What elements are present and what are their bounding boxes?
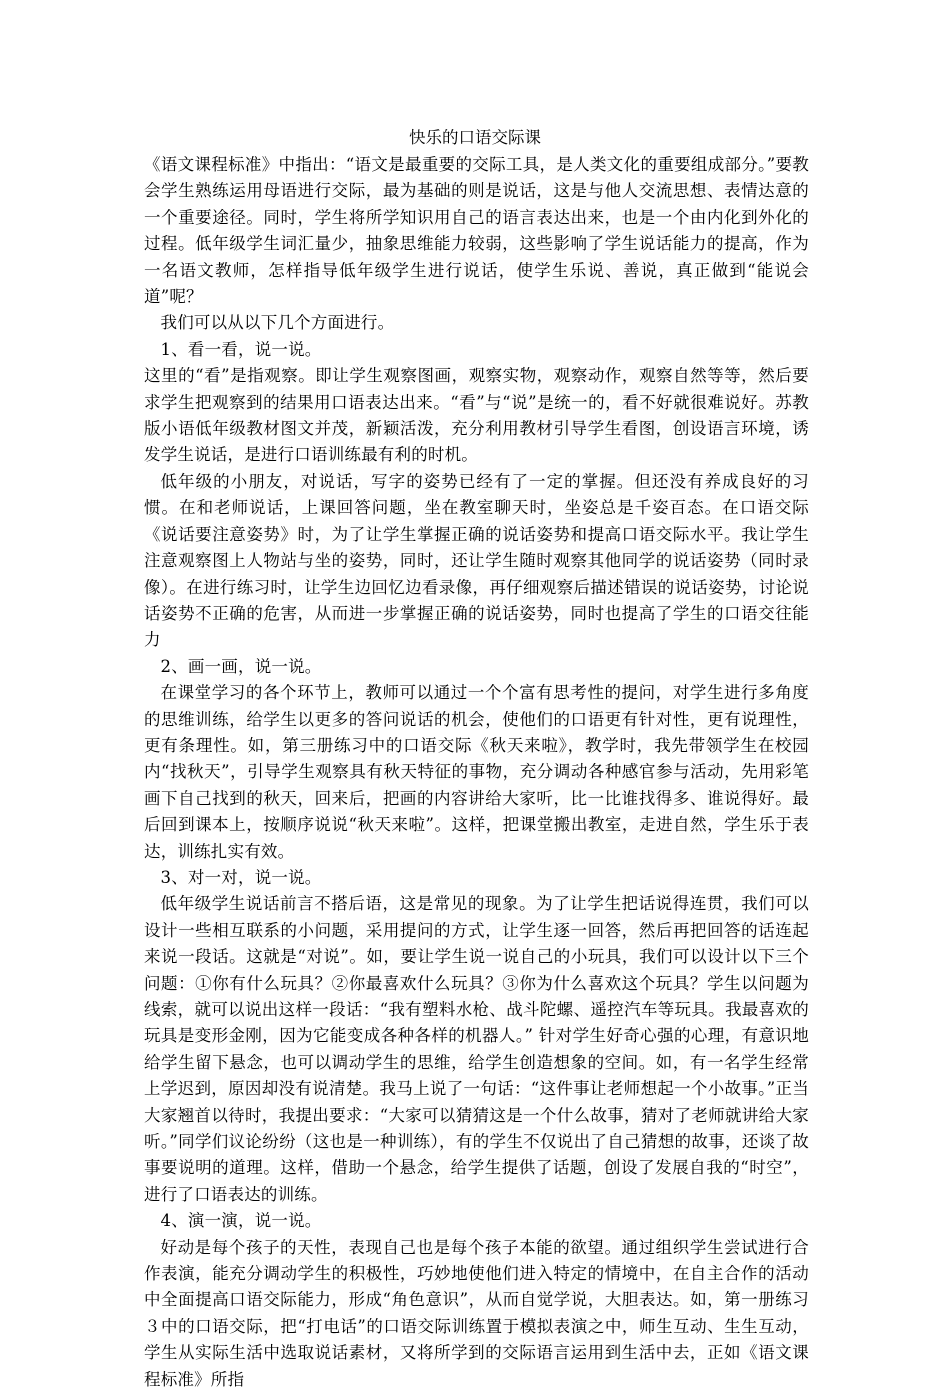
section-heading-3: 3、对一对，说一说。 (160, 867, 322, 887)
section-heading-4: 4、演一演，说一说。 (160, 1211, 322, 1231)
paragraph-perform: 好动是每个孩子的天性，表现自己也是每个孩子本能的欲望。通过组织学生尝试进行合作表演，能充分调动学生的积极性，巧妙地使他们进入特定的情境中，在自主合作的活动中全面提高口语交际能力，形成“角色意识”，从而自觉学说，大胆表达。如，第一册练习３中的口语交际，把“打电话”的口语交际训练置于模拟表演之中，师生互动、生生互动，学生从实际生活中选取说话素材，又将所学到的交际语言运用到生活中去，正如《语文课程标准》所指 (144, 1237, 809, 1389)
paragraph-posture: 低年级的小朋友，对说话，写字的姿势已经有了一定的掌握。但还没有养成良好的习惯。在和老师说话，上课回答问题，坐在教室聊天时，坐姿总是千姿百态。在口语交际《说话要注意姿势》时，为了让学生掌握正确的说话姿势和提高口语交际水平。我让学生注意观察图上人物站与坐的姿势，同时，还让学生随时观察其他同学的说话姿势（同时录像）。在进行练习时，让学生边回忆边看录像，再仔细观察后描述错误的说话姿势，讨论说话姿势不正确的危害，从而进一步掌握正确的说话姿势，同时也提高了学生的口语交往能力 (144, 471, 809, 650)
section-heading-2: 2、画一画，说一说。 (160, 656, 322, 676)
document-title: 快乐的口语交际课 (409, 128, 541, 147)
paragraph-draw: 在课堂学习的各个环节上，教师可以通过一个个富有思考性的提问，对学生进行多角度的思维训练，给学生以更多的答问说话的机会，使他们的口语更有针对性，更有说理性，更有条理性。如，第三册练习中的口语交际《秋天来啦》，教学时，我先带领学生在校园内“找秋天”，引导学生观察具有秋天特征的事物，充分调动各种感官参与活动，先用彩笔画下自己找到的秋天，回来后，把画的内容讲给大家听，比一比谁找得多、谁说得好。最后回到课本上，按顺序说说“秋天来啦”。这样，把课堂搬出教室，走进自然，学生乐于表达，训练扎实有效。 (144, 683, 809, 861)
paragraph-observe: 这里的“看”是指观察。即让学生观察图画，观察实物，观察动作，观察自然等等，然后要求学生把观察到的结果用口语表达出来。“看”与“说”是统一的，看不好就很难说好。苏教版小语低年级教材图文并茂，新颖活泼，充分利用教材引导学生看图，创设语言环境，诱发学生说话，是进行口语训练最有利的时机。 (144, 366, 809, 465)
paragraph-dialogue: 低年级学生说话前言不搭后语，这是常见的现象。为了让学生把话说得连贯，我们可以设计一些相互联系的小问题，采用提问的方式，让学生逐一回答，然后再把回答的话连起来说一段话。这就是“对说”。如，要让学生说一说自己的小玩具，我们可以设计以下三个问题：①你有什么玩具？②你最喜欢什么玩具？③你为什么喜欢这个玩具？学生以问题为线索，就可以说出这样一段话：“我有塑料水枪、战斗陀螺、遥控汽车等玩具。我最喜欢的玩具是变形金刚，因为它能变成各种各样的机器人。” 针对学生好奇心强的心理，有意识地给学生留下悬念，也可以调动学生的思维，给学生创造想象的空间。如，有一名学生经常上学迟到，原因却没有说清楚。我马上说了一句话：“这件事让老师想起一个小故事。”正当大家翘首以待时，我提出要求：“大家可以猜猜这是一个什么故事，猜对了老师就讲给大家听。”同学们议论纷纷（这也是一种训练），有的学生不仅说出了自己猜想的故事，还谈了故事要说明的道理。这样，借助一个悬念，给学生提供了话题，创设了发展自我的“时空”，进行了口语表达的训练。 (144, 894, 809, 1204)
section-heading-1: 1、看一看，说一说。 (160, 339, 322, 359)
paragraph-aspects: 我们可以从以下几个方面进行。 (160, 313, 395, 333)
document-body (144, 152, 809, 1393)
paragraph-intro: 《语文课程标准》中指出：“语文是最重要的交际工具，是人类文化的重要组成部分。”要教会学生熟练运用母语进行交际，最为基础的则是说话，这是与他人交流思想、表情达意的一个重要途径。同时，学生将所学知识用自己的语言表达出来，也是一个由内化到外化的过程。低年级学生词汇量少，抽象思维能力较弱，这些影响了学生说话能力的提高，作为一名语文教师，怎样指导低年级学生进行说话，使学生乐说、善说，真正做到“能说会道”呢？ (144, 155, 809, 307)
